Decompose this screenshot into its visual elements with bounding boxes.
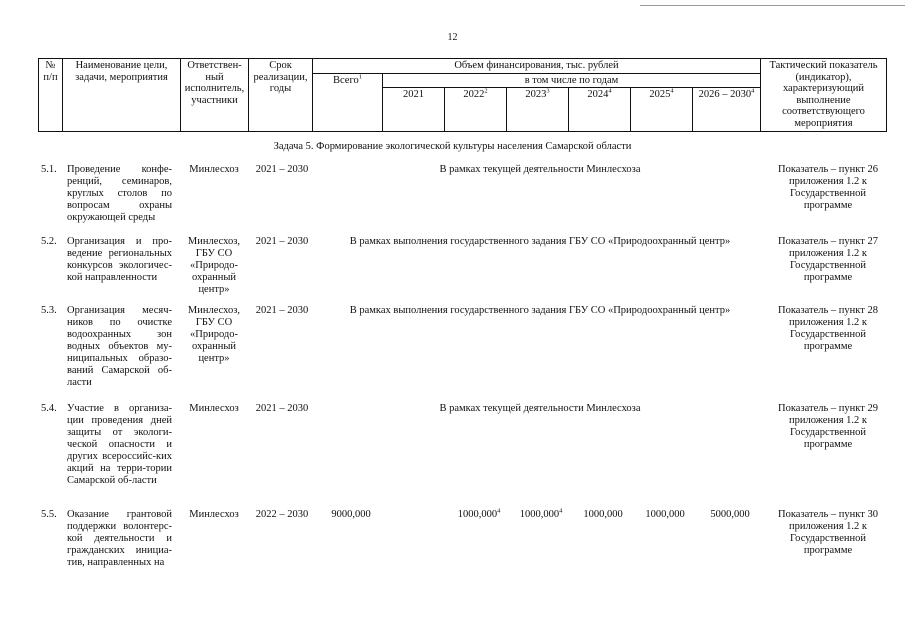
task-title: Задача 5. Формирование экологической культуры населения Самарской области bbox=[273, 141, 632, 152]
page-number: 12 bbox=[447, 32, 458, 43]
row-funding-note: В рамках выполнения государственного задания ГБУ СО «Природоохранный центр» bbox=[349, 236, 731, 247]
amount-2023: 1000,000$^4$ bbox=[519, 507, 563, 520]
header-year-2025: 2025$^4$ bbox=[631, 88, 693, 132]
row-responsible: Минлесхоз bbox=[189, 509, 239, 520]
row-name: Проведение конфе-ренций, семинаров, круглых столов по вопросам охраны окружающей среды bbox=[67, 164, 172, 223]
row-indicator: Показатель – пункт 29 приложения 1.2 к Государственной программе bbox=[778, 403, 878, 450]
row-responsible: Минлесхоз bbox=[189, 164, 239, 175]
row-name: Участие в организа-ции проведения дней защиты от экологи-ческой опасности и других всероссийс-ких акций на терри-тории Самарской об-ласти bbox=[67, 403, 172, 486]
row-indicator: Показатель – пункт 26 приложения 1.2 к Государственной программе bbox=[778, 164, 878, 211]
row-indicator: Показатель – пункт 28 приложения 1.2 к Государственной программе bbox=[778, 305, 878, 352]
row-responsible: Минлесхоз, ГБУ СО «Природо-охранный центр» bbox=[187, 305, 241, 364]
row-funding-note: В рамках выполнения государственного задания ГБУ СО «Природоохранный центр» bbox=[349, 305, 731, 316]
header-year-2023: 2023$^3$ bbox=[507, 88, 569, 132]
row-name: Организация и про-ведение региональных конкурсов экологичес-кой направленности bbox=[67, 236, 172, 283]
amount-2024: 1000,000 bbox=[583, 509, 623, 520]
row-number: 5.1. bbox=[41, 164, 57, 175]
table-header bbox=[38, 58, 887, 132]
row-funding-note: В рамках текущей деятельности Минлесхоза bbox=[439, 164, 641, 175]
amount-2025: 1000,000 bbox=[645, 509, 685, 520]
row-number: 5.4. bbox=[41, 403, 57, 414]
row-responsible: Минлесхоз, ГБУ СО «Природо-охранный центр» bbox=[187, 236, 241, 295]
row-number: 5.5. bbox=[41, 509, 57, 520]
row-period: 2021 – 2030 bbox=[255, 305, 309, 316]
header-year-2024: 2024$^4$ bbox=[569, 88, 631, 132]
header-total: Всего$^1$ bbox=[313, 73, 383, 132]
row-name: Организация месяч-ников по очистке водоохранных зон водных объектов му-ниципальных образо-ваний Самарской об-ласти bbox=[67, 305, 172, 388]
amount-2022: 1000,000$^4$ bbox=[457, 507, 501, 520]
row-period: 2021 – 2030 bbox=[255, 164, 309, 175]
row-number: 5.2. bbox=[41, 236, 57, 247]
row-indicator: Показатель – пункт 30 приложения 1.2 к Государственной программе bbox=[778, 509, 878, 556]
header-indicator: Тактический показатель (индикатор), характеризующий выполнение соответствующего мероприятия bbox=[761, 59, 887, 132]
header-year-2021: 2021 bbox=[383, 88, 445, 132]
header-name: Наименование цели, задачи, мероприятия bbox=[63, 59, 181, 132]
header-funding: Объем финансирования, тыс. рублей bbox=[313, 59, 761, 74]
scan-top-edge-line bbox=[640, 5, 905, 6]
row-name: Оказание грантовой поддержки волонтерс-кой деятельности и гражданских инициа-тив, направленных на bbox=[67, 509, 172, 568]
amount-2026-2030: 5000,000 bbox=[710, 509, 750, 520]
header-year-2026-2030: 2026 – 2030$^4$ bbox=[693, 88, 761, 132]
amount-total: 9000,000 bbox=[331, 509, 371, 520]
header-resp: Ответствен-ный исполнитель, участники bbox=[181, 59, 249, 132]
row-indicator: Показатель – пункт 27 приложения 1.2 к Государственной программе bbox=[778, 236, 878, 283]
row-number: 5.3. bbox=[41, 305, 57, 316]
row-funding-note: В рамках текущей деятельности Минлесхоза bbox=[439, 403, 641, 414]
row-period: 2021 – 2030 bbox=[255, 403, 309, 414]
header-year-2022: 2022$^2$ bbox=[445, 88, 507, 132]
row-period: 2021 – 2030 bbox=[255, 236, 309, 247]
header-num: № п/п bbox=[39, 59, 63, 132]
row-period: 2022 – 2030 bbox=[255, 509, 309, 520]
header-by-year: в том числе по годам bbox=[383, 73, 761, 88]
row-responsible: Минлесхоз bbox=[189, 403, 239, 414]
header-period: Срок реализации, годы bbox=[249, 59, 313, 132]
